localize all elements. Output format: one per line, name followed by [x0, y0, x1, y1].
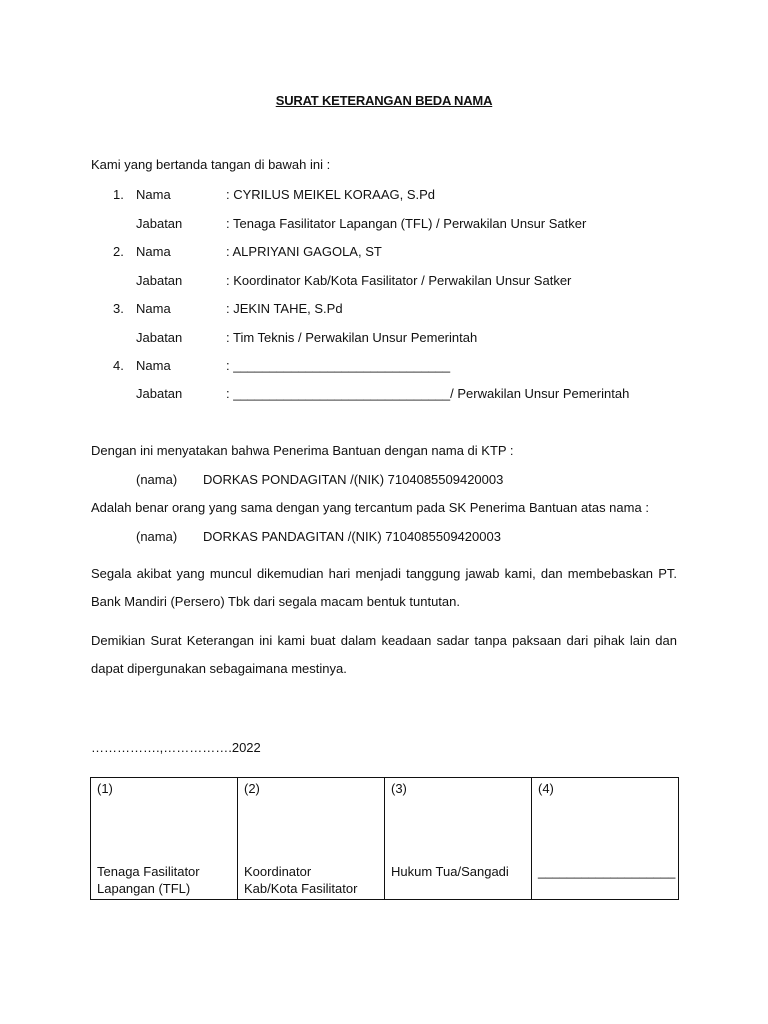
signatory-3-name-value: : JEKIN TAHE, S.Pd — [226, 301, 343, 316]
signatory-1-number: 1. — [113, 187, 124, 202]
intro-text: Kami yang bertanda tangan di bawah ini : — [91, 157, 331, 172]
signature-cell-2 — [238, 778, 385, 900]
signatory-3-position-label: Jabatan — [136, 330, 183, 345]
statement-ktp: Dengan ini menyatakan bahwa Penerima Bantuan dengan nama di KTP : — [91, 443, 514, 458]
signature-table — [90, 777, 679, 900]
signatory-1-position-value: : Tenaga Fasilitator Lapangan (TFL) / Perwakilan Unsur Satker — [226, 216, 587, 231]
signature-cell-number: (3) — [391, 781, 407, 796]
signature-cell-number: (2) — [244, 781, 260, 796]
sk-name-label: (nama) — [136, 529, 178, 544]
role-line-2: Kab/Kota Fasilitator — [244, 881, 358, 896]
date-line: …………….,…………….2022 — [91, 740, 261, 755]
signatory-4-name-value: : ______________________________ — [226, 358, 451, 373]
signatory-1-position-label: Jabatan — [136, 216, 183, 231]
signatory-1-name-value: : CYRILUS MEIKEL KORAAG, S.Pd — [226, 187, 436, 202]
signatory-3-position-value: : Tim Teknis / Perwakilan Unsur Pemerintah — [226, 330, 478, 345]
paragraph-closing: Demikian Surat Keterangan ini kami buat dalam keadaan sadar tanpa paksaan dari pihak lain dan dapat dipergunakan sebagaimana mestinya. — [91, 633, 677, 676]
role-line-1: Hukum Tua/Sangadi — [391, 864, 509, 879]
role-line-1: ___________________ — [538, 864, 676, 879]
signature-row — [91, 778, 679, 900]
role-line-1: Tenaga Fasilitator — [97, 864, 200, 879]
role-line-1: Koordinator — [244, 864, 312, 879]
signatory-4-position-value: : ______________________________/ Perwakilan Unsur Pemerintah — [226, 386, 630, 401]
signatory-2-number: 2. — [113, 244, 124, 259]
signatory-3-number: 3. — [113, 301, 124, 316]
signature-cell-number: (1) — [97, 781, 113, 796]
signatory-2-name-value: : ALPRIYANI GAGOLA, ST — [226, 244, 382, 259]
signature-cell-number: (4) — [538, 781, 554, 796]
sk-name-value: DORKAS PANDAGITAN /(NIK) 7104085509420003 — [203, 529, 501, 544]
signature-cell-3 — [385, 778, 532, 900]
ktp-name-label: (nama) — [136, 472, 178, 487]
paragraph-responsibility: Segala akibat yang muncul dikemudian hari menjadi tanggung jawab kami, dan membebaskan PT. Bank Mandiri (Persero) Tbk dari segala macam bentuk tuntutan. — [91, 566, 677, 609]
statement-sk: Adalah benar orang yang sama dengan yang tercantum pada SK Penerima Bantuan atas nama : — [91, 500, 649, 515]
signature-cell-role — [391, 863, 509, 880]
document-title: SURAT KETERANGAN BEDA NAMA — [275, 93, 493, 108]
signatory-1-name-label: Nama — [136, 187, 171, 202]
signatory-2-position-value: : Koordinator Kab/Kota Fasilitator / Perwakilan Unsur Satker — [226, 273, 572, 288]
signatory-2-position-label: Jabatan — [136, 273, 183, 288]
signature-cell-role — [97, 863, 200, 897]
signature-cell-role — [244, 863, 357, 897]
signature-cell-4 — [532, 778, 679, 900]
signatory-3-name-label: Nama — [136, 301, 171, 316]
signatory-4-number: 4. — [113, 358, 124, 373]
signature-cell-1 — [91, 778, 238, 900]
role-line-2: Lapangan (TFL) — [97, 881, 191, 896]
ktp-name-value: DORKAS PONDAGITAN /(NIK) 7104085509420003 — [203, 472, 504, 487]
signature-cell-role — [538, 863, 675, 880]
signatory-2-name-label: Nama — [136, 244, 171, 259]
signatory-4-name-label: Nama — [136, 358, 171, 373]
signatory-4-position-label: Jabatan — [136, 386, 183, 401]
